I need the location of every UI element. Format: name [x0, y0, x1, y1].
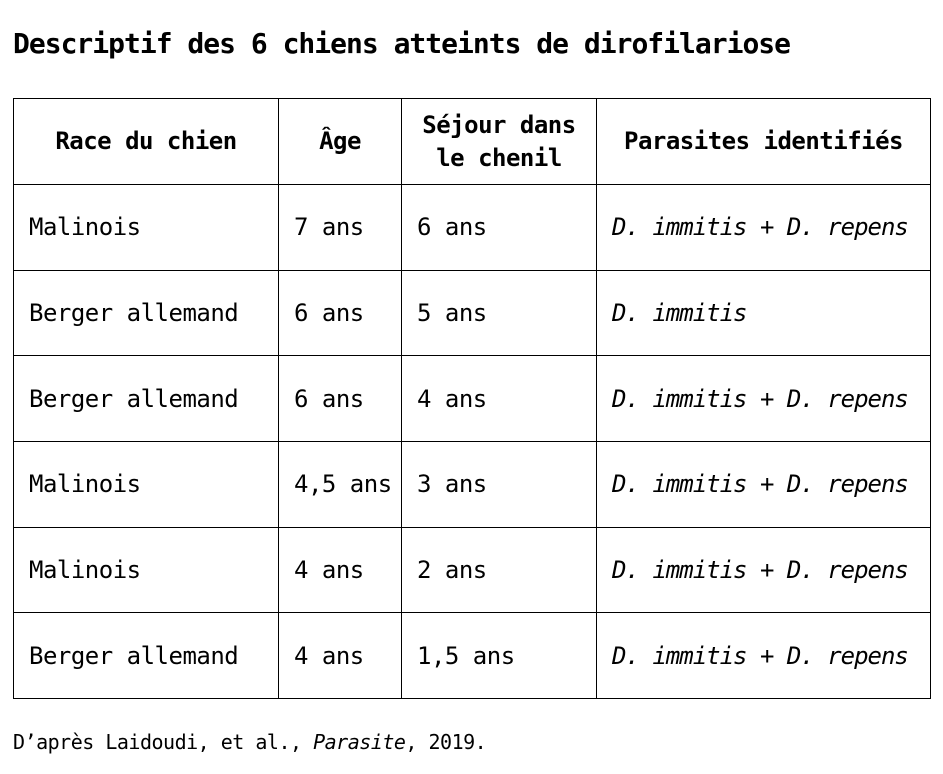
source-citation-prefix: D’après Laidoudi, et al., — [13, 730, 314, 754]
cell-age: 4 ans — [279, 527, 402, 613]
cell-race: Berger allemand — [14, 613, 279, 699]
cell-race: Berger allemand — [14, 270, 279, 356]
table-row — [14, 270, 931, 356]
cell-race: Malinois — [14, 185, 279, 271]
cell-parasites: D. immitis — [597, 270, 931, 356]
cell-sejour: 5 ans — [402, 270, 597, 356]
cell-parasites: D. immitis + D. repens — [597, 356, 931, 442]
cell-age: 4 ans — [279, 613, 402, 699]
table-row — [14, 185, 931, 271]
column-header-age: Âge — [279, 99, 402, 185]
cell-race: Malinois — [14, 441, 279, 527]
cell-sejour: 6 ans — [402, 185, 597, 271]
cell-sejour: 4 ans — [402, 356, 597, 442]
column-header-sejour: Séjour dans le chenil — [402, 99, 597, 185]
cell-sejour: 1,5 ans — [402, 613, 597, 699]
cell-parasites: D. immitis + D. repens — [597, 527, 931, 613]
cell-age: 6 ans — [279, 356, 402, 442]
cell-sejour: 2 ans — [402, 527, 597, 613]
header-row — [14, 99, 931, 185]
table-row — [14, 441, 931, 527]
cell-parasites: D. immitis + D. repens — [597, 185, 931, 271]
page-title: Descriptif des 6 chiens atteints de dirofilariose — [13, 27, 791, 60]
cell-age: 7 ans — [279, 185, 402, 271]
cell-age: 6 ans — [279, 270, 402, 356]
table-row — [14, 613, 931, 699]
column-header-parasites: Parasites identifiés — [597, 99, 931, 185]
table-header — [14, 99, 931, 185]
dogs-table — [13, 98, 931, 699]
cell-parasites: D. immitis + D. repens — [597, 613, 931, 699]
cell-parasites: D. immitis + D. repens — [597, 441, 931, 527]
table-body — [14, 185, 931, 699]
table-row — [14, 356, 931, 442]
journal-name: Parasite — [313, 730, 406, 754]
cell-sejour: 3 ans — [402, 441, 597, 527]
table-row — [14, 527, 931, 613]
source-citation — [13, 730, 930, 754]
cell-age: 4,5 ans — [279, 441, 402, 527]
source-citation-suffix: , 2019. — [405, 730, 487, 754]
cell-race: Malinois — [14, 527, 279, 613]
cell-race: Berger allemand — [14, 356, 279, 442]
column-header-race: Race du chien — [14, 99, 279, 185]
